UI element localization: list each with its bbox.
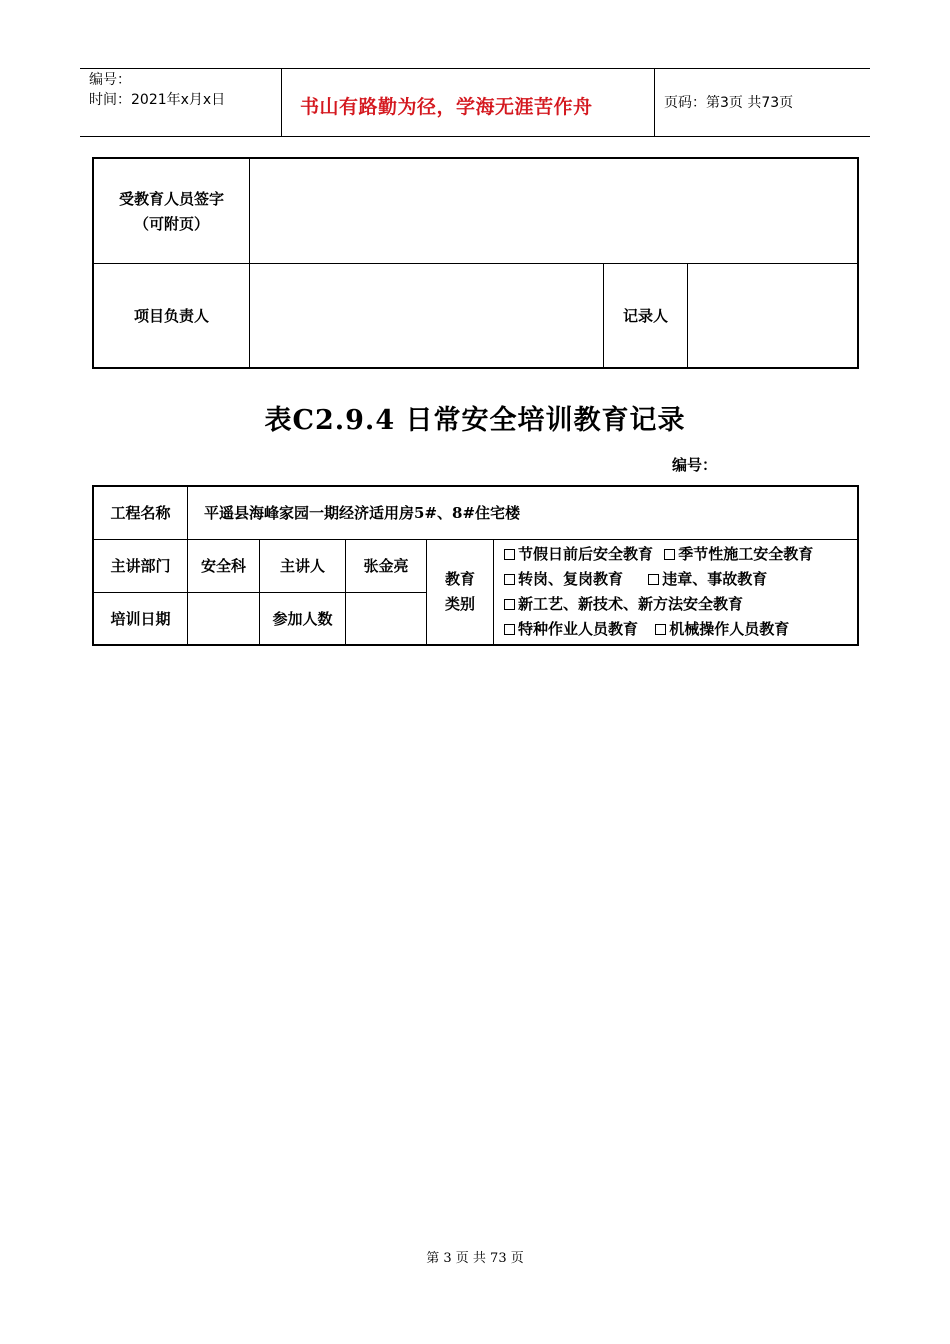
category-options bbox=[494, 539, 859, 645]
category-option-label: 新工艺、新技术、新方法安全教育 bbox=[518, 594, 744, 613]
header-divider-right bbox=[654, 68, 655, 136]
category-option-label: 机械操作人员教育 bbox=[669, 619, 790, 638]
training-record-table bbox=[92, 485, 859, 646]
checkbox-icon bbox=[504, 599, 515, 610]
category-label bbox=[427, 539, 494, 645]
project-leader-field[interactable] bbox=[250, 263, 604, 368]
header-top-rule bbox=[80, 68, 870, 69]
checkbox-icon bbox=[655, 624, 666, 635]
category-option[interactable] bbox=[655, 620, 789, 638]
recorder-label: 记录人 bbox=[604, 263, 688, 368]
category-option[interactable] bbox=[648, 570, 767, 588]
attendees-label: 参加人数 bbox=[260, 592, 346, 645]
category-option-label: 节假日前后安全教育 bbox=[518, 544, 654, 563]
dept-value: 安全科 bbox=[188, 539, 260, 592]
header-divider-left bbox=[281, 68, 282, 136]
signature-table bbox=[92, 157, 859, 369]
page-footer: 第 3 页 共 73 页 bbox=[426, 1251, 524, 1266]
category-label-line2: 类别 bbox=[444, 594, 475, 613]
date-label: 培训日期 bbox=[93, 592, 188, 645]
project-leader-label: 项目负责人 bbox=[93, 263, 250, 368]
category-option[interactable] bbox=[504, 545, 653, 563]
checkbox-icon bbox=[504, 574, 515, 585]
category-option[interactable] bbox=[504, 570, 623, 588]
category-option-label: 季节性施工安全教育 bbox=[678, 544, 814, 563]
lecturer-value: 张金亮 bbox=[346, 539, 427, 592]
dept-label: 主讲部门 bbox=[93, 539, 188, 592]
category-option[interactable] bbox=[664, 545, 813, 563]
checkbox-icon bbox=[504, 624, 515, 635]
category-option[interactable] bbox=[504, 620, 638, 638]
trainee-sign-label: 受教育人员签字 bbox=[118, 189, 224, 208]
trainee-sign-field[interactable] bbox=[250, 158, 859, 263]
trainee-sign-note: （可附页） bbox=[133, 214, 209, 233]
checkbox-icon bbox=[648, 574, 659, 585]
trainee-sign-label-cell bbox=[93, 158, 250, 263]
header-time-label: 时间：2021年x月x日 bbox=[89, 92, 226, 108]
category-option-label: 违章、事故教育 bbox=[662, 569, 768, 588]
attendees-field[interactable] bbox=[346, 592, 427, 645]
form-number-label: 编号： bbox=[672, 456, 718, 474]
date-field[interactable] bbox=[188, 592, 260, 645]
project-name-value: 平遥县海峰家园一期经济适用房5#、8#住宅楼 bbox=[188, 486, 859, 539]
lecturer-label: 主讲人 bbox=[260, 539, 346, 592]
header-page-label: 页码：第3页 共73页 bbox=[664, 95, 794, 111]
checkbox-icon bbox=[504, 549, 515, 560]
header-number-label: 编号： bbox=[89, 72, 131, 88]
checkbox-icon bbox=[664, 549, 675, 560]
project-name-label: 工程名称 bbox=[93, 486, 188, 539]
category-label-line1: 教育 bbox=[444, 569, 475, 588]
category-option-label: 转岗、复岗教育 bbox=[518, 569, 624, 588]
header-motto: 书山有路勤为径，学海无涯苦作舟 bbox=[300, 96, 593, 118]
category-option-label: 特种作业人员教育 bbox=[518, 619, 639, 638]
header-bottom-rule bbox=[80, 136, 870, 137]
recorder-field[interactable] bbox=[688, 263, 859, 368]
category-option[interactable] bbox=[504, 595, 743, 613]
form-title: 表C2.9.4 日常安全培训教育记录 bbox=[264, 405, 686, 436]
